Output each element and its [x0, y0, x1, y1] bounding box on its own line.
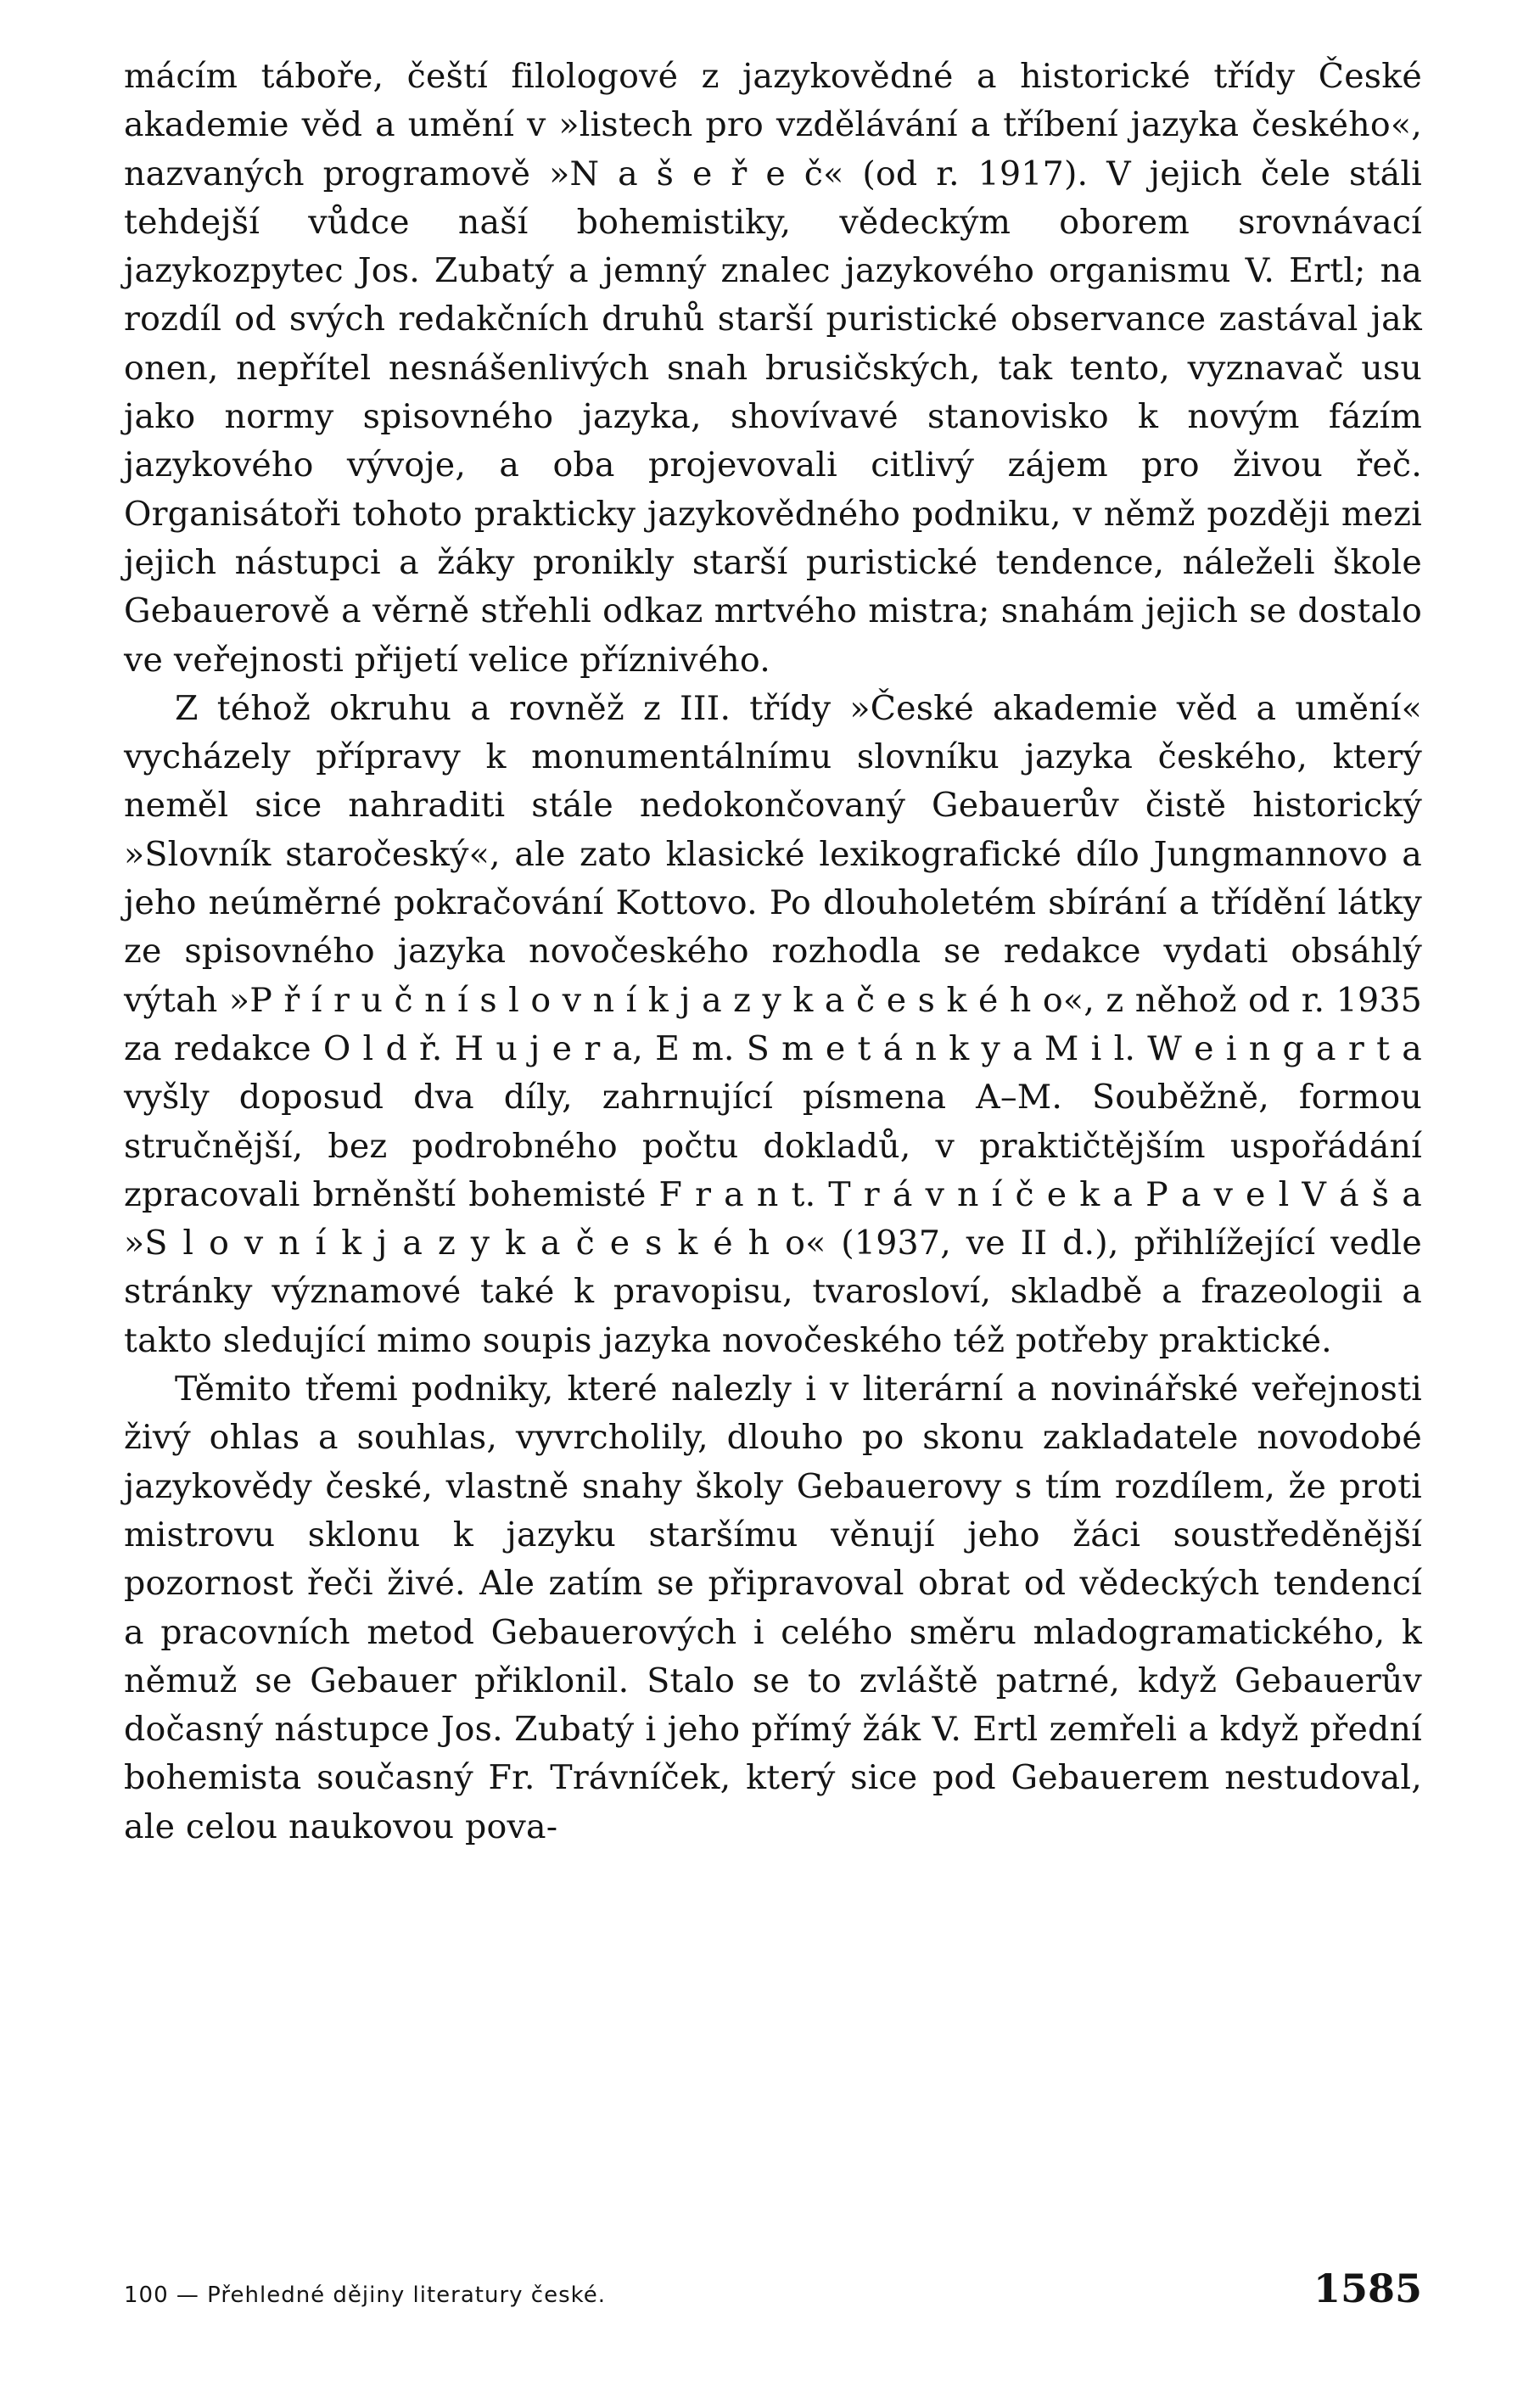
page-number: 1585: [1313, 2266, 1422, 2311]
book-title-footer: 100 — Přehledné dějiny literatury české.: [124, 2283, 607, 2308]
paragraph-3: Těmito třemi podniky, které nalezly i v literární a novinářské veřejnosti živý ohlas a souhlas, vyvrcholily, dlouho po skonu zakladatele novodobé jazykovědy české, vlastně snahy školy Gebauerovy s tím rozdílem, že proti mistrovu sklonu k jazyku staršímu věnují jeho žáci soustředěnější pozornost řeči živé. Ale zatím se připravoval obrat od vědeckých tendencí a pracovních metod Gebauerových i celého směru mladogramatického, k němuž se Gebauer přiklonil. Stalo se to zvláště patrné, když Gebauerův dočasný nástupce Jos. Zubatý i jeho přímý žák V. Ertl zemřeli a když přední bohemista současný Fr. Trávníček, který sice pod Gebauerem nestudoval, ale celou naukovou pova-: [124, 1370, 1422, 1846]
page-footer: [124, 2257, 1422, 2311]
paragraph-2: Z téhož okruhu a rovněž z III. třídy »České akademie věd a umění« vycházely přípravy k monumentálnímu slovníku jazyka českého, který neměl sice nahraditi stále nedokončovaný Gebauerův čistě historický »Slovník staročeský«, ale zato klasické lexikografické dílo Jungmannovo a jeho neúměrné pokračování Kottovo. Po dlouholetém sbírání a třídění látky ze spisovného jazyka novočeského rozhodla se redakce vydati obsáhlý výtah »P ř í r u č n í s l o v n í k j a z y k a č e s k é h o«, z něhož od r. 1935 za redakce O l d ř. H u j e r a, E m. S m e t á n k y a M i l. W e i n g a r t a vyšly doposud dva díly, zahrnující písmena A–M. Souběžně, formou stručnější, bez podrobného počtu dokladů, v praktičtějším uspořádání zpracovali brněnští bohemisté F r a n t. T r á v n í č e k a P a v e l V á š a »S l o v n í k j a z y k a č e s k é h o« (1937, ve II d.), přihlížející vedle stránky významové také k pravopisu, tvarosloví, skladbě a frazeologii a takto sledující mimo soupis jazyka novočeského též potřeby praktické.: [124, 688, 1422, 1360]
paragraph-1: mácím táboře, čeští filologové z jazykovědné a historické třídy České akademie věd a umění v »listech pro vzdělávání a tříbení jazyka českého«, nazvaných programově »N a š e ř e č« (od r. 1917). V jejich čele stáli tehdejší vůdce naší bohemistiky, vědeckým oborem srovnávací jazykozpytec Jos. Zubatý a jemný znalec jazykového organismu V. Ertl; na rozdíl od svých redakčních druhů starší puristické observance zastával jak onen, nepřítel nesnášenlivých snah brusičských, tak tento, vyznavač usu jako normy spisovného jazyka, shovívavé stanovisko k novým fázím jazykového vývoje, a oba projevovali citlivý zájem pro živou řeč. Organisátoři tohoto prakticky jazykovědného podniku, v němž později mezi jejich nástupci a žáky pronikly starší puristické tendence, náleželi škole Gebauerově a věrně střehli odkaz mrtvého mistra; snahám jejich se dostalo ve veřejnosti přijetí velice příznivého.: [124, 57, 1422, 680]
page-body: [124, 53, 1422, 1851]
main-text: [124, 53, 1422, 1851]
